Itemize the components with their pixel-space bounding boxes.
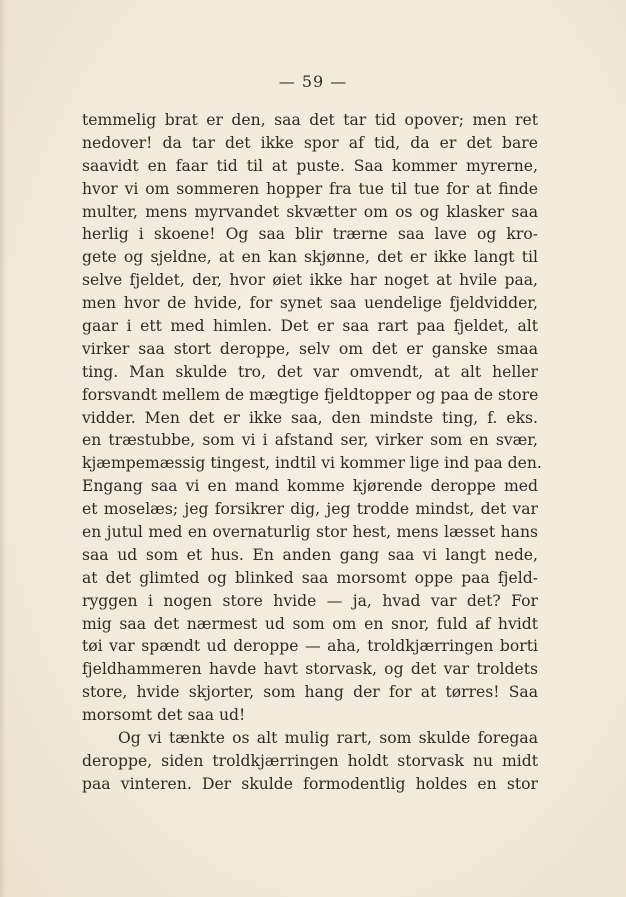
text-line: multer, mens myrvandet skvætter om os og klasker saa [82,202,538,221]
text-line: mig saa det nærmest ud som om en snor, fuld af hvidt [82,614,538,633]
text-line: temmelig brat er den, saa det tar tid opover; men ret [82,111,538,129]
text-line: et moselæs; jeg forsikrer dig, jeg trodde mindst, det var [82,500,538,519]
text-line: nedover! da tar det ikke spor af tid, da er det bare [82,133,538,152]
text-line: hvor vi om sommeren hopper fra tue til tue for at finde [82,179,538,198]
text-line: paa vinteren. Der skulde formodentlig holdes en stor [82,774,538,793]
page-number: — 59 — [278,72,348,91]
text-line: ting. Man skulde tro, det var omvendt, at alt heller [82,362,538,381]
text-line: store, hvide skjorter, som hang der for at tørres! Saa [82,683,538,702]
text-line: forsvandt mellem de mægtige fjeldtopper og paa de store [82,385,539,404]
text-line: men hvor de hvide, for synet saa uendelige fjeldvidder, [82,294,538,313]
page-edge-shadow [0,0,6,897]
text-line: saa ud som et hus. En anden gang saa vi langt nede, [82,545,538,564]
text-line: herlig i skoene! Og saa blir trærne saa lave og kro- [82,225,538,244]
text-line: saavidt en faar tid til at puste. Saa kommer myrerne, [82,156,538,175]
text-line: deroppe, siden troldkjærringen holdt storvask nu midt [82,751,538,770]
body-text [82,109,542,796]
text-line: morsomt det saa ud! [82,706,246,725]
text-line: tøi var spændt ud deroppe — aha, troldkjærringen borti [82,637,538,656]
text-line: at det glimted og blinked saa morsomt oppe paa fjeld- [82,568,538,587]
text-line: en træstubbe, som vi i afstand ser, virker som en svær, [82,431,538,450]
text-line: kjæmpemæssig tingest, indtil vi kommer lige ind paa den. [82,454,542,473]
text-line: gete og sjeldne, at en kan skjønne, det er ikke langt til [82,248,538,267]
text-line: en jutul med en overnaturlig stor hest, mens læsset hans [82,523,538,542]
text-line: virker saa stort deroppe, selv om det er ganske smaa [82,339,538,358]
text-line: Og vi tænkte os alt mulig rart, som skulde foregaa [118,729,538,748]
text-line: fjeldhammeren havde havt storvask, og det var troldets [82,660,538,679]
text-line: vidder. Men det er ikke saa, den mindste ting, f. eks. [82,408,538,427]
text-line: Engang saa vi en mand komme kjørende deroppe med [82,477,538,496]
text-line: gaar i ett med himlen. Det er saa rart paa fjeldet, alt [82,317,538,336]
text-line: ryggen i nogen store hvide — ja, hvad var det? For [82,591,538,610]
text-line: selve fjeldet, der, hvor øiet ikke har noget at hvile paa, [82,271,538,290]
